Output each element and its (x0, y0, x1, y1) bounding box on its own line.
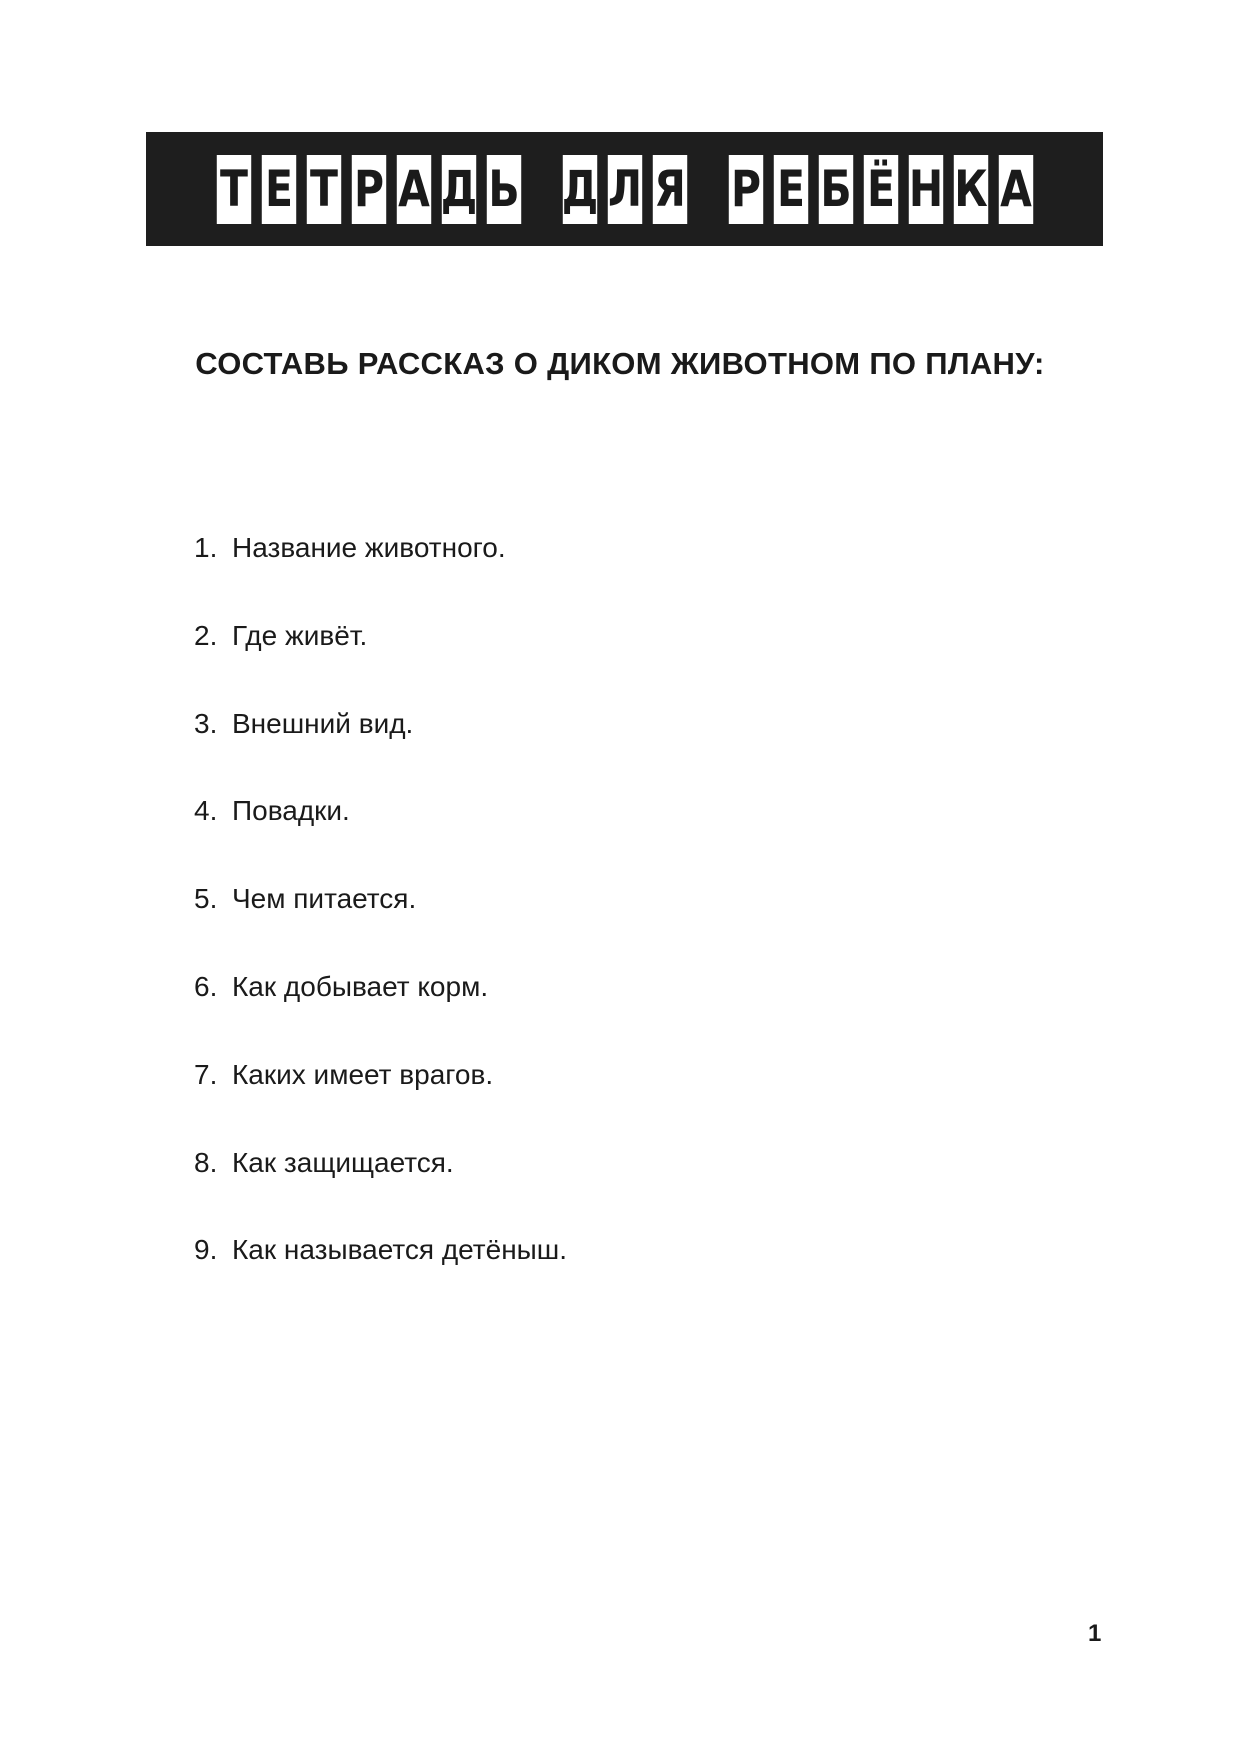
plan-item-number: 9. (194, 1234, 218, 1266)
banner-letter-box: А (396, 155, 430, 224)
plan-item (194, 532, 567, 620)
banner-letter-box: Е (773, 155, 807, 224)
banner-letter-box: Ь (486, 155, 520, 224)
banner-letter-box: Б (818, 155, 852, 224)
plan-item (194, 1234, 567, 1322)
plan-item-number: 7. (194, 1058, 218, 1090)
plan-item-text: Каких имеет врагов. (232, 1058, 494, 1090)
banner-word (559, 155, 691, 224)
plan-item-text: Повадки. (232, 795, 350, 827)
banner-letter-box: А (998, 155, 1032, 224)
plan-item-number: 8. (194, 1146, 218, 1178)
plan-item-text: Как добывает корм. (232, 970, 489, 1002)
plan-item-text: Внешний вид. (232, 707, 414, 739)
plan-item-number: 4. (194, 795, 218, 827)
banner-letter-box: К (953, 155, 987, 224)
plan-item (194, 795, 567, 883)
plan-list (194, 532, 567, 1322)
plan-item-text: Чем питается. (232, 883, 417, 915)
plan-item-number: 6. (194, 970, 218, 1002)
task-heading: СОСТАВЬ РАССКАЗ О ДИКОМ ЖИВОТНОМ ПО ПЛАНУ: (195, 346, 1045, 381)
plan-item (194, 620, 567, 708)
plan-item-text: Как называется детёныш. (232, 1234, 568, 1266)
banner-letter-box: Н (908, 155, 942, 224)
plan-item (194, 1059, 567, 1147)
plan-item (194, 883, 567, 971)
plan-item-number: 5. (194, 883, 218, 915)
plan-item (194, 708, 567, 796)
plan-item-number: 2. (194, 619, 218, 651)
banner-letter-box: Т (216, 155, 250, 224)
banner-word (725, 155, 1037, 224)
plan-item (194, 1147, 567, 1235)
plan-item-number: 1. (194, 532, 218, 563)
title-banner (146, 132, 1103, 246)
plan-item-number: 3. (194, 707, 218, 739)
banner-letter-box: Д (562, 155, 596, 224)
page-number: 1 (1088, 1620, 1102, 1647)
banner-letter-box: Р (351, 155, 385, 224)
plan-item-text: Как защищается. (232, 1146, 454, 1178)
plan-item-text: Где живёт. (232, 619, 368, 651)
banner-letter-box: Ё (863, 155, 897, 224)
banner-letter-box: Л (607, 155, 641, 224)
banner-letter-box: Я (652, 155, 686, 224)
banner-letter-box: Р (728, 155, 762, 224)
banner-letter-box: Т (306, 155, 340, 224)
banner-word (213, 155, 525, 224)
banner-letter-box: Д (441, 155, 475, 224)
plan-item (194, 971, 567, 1059)
banner-letter-box: Е (261, 155, 295, 224)
plan-item-text: Название животного. (232, 532, 506, 563)
